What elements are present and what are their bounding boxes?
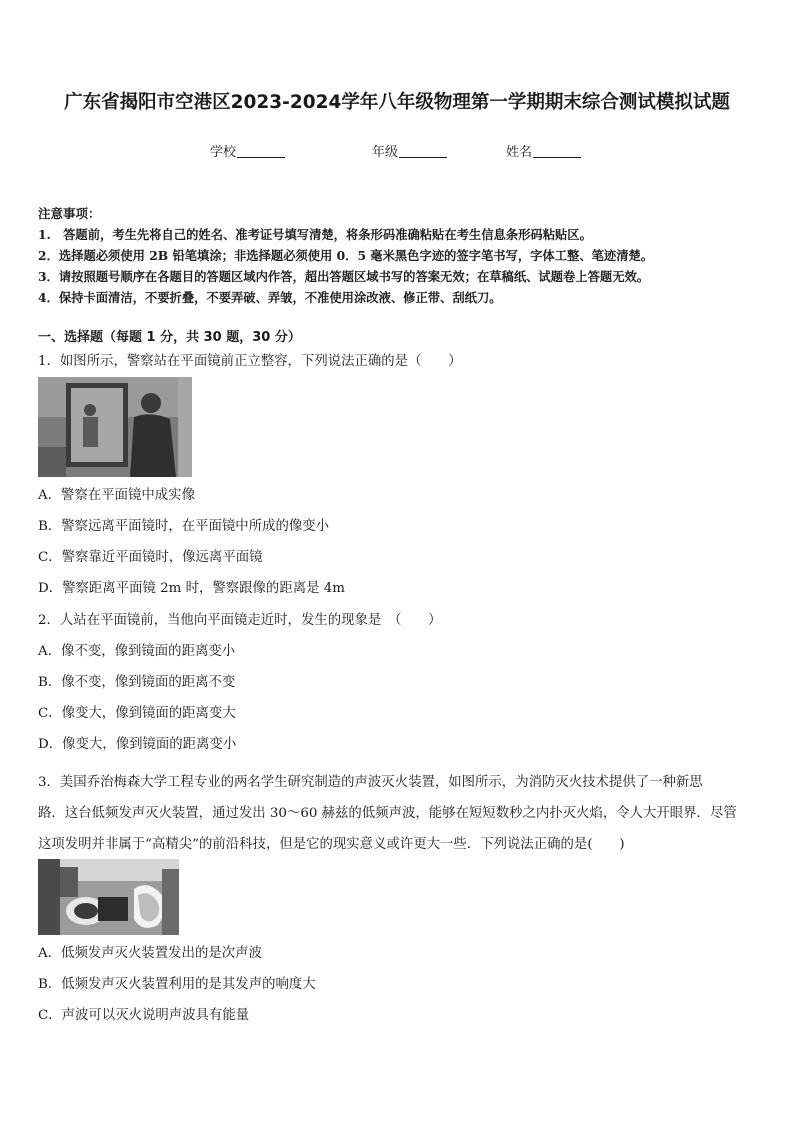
notes-heading: 注意事项： (38, 206, 101, 221)
school-label: 学校 (210, 145, 237, 160)
q1-stem: 1．如图所示，警察站在平面镜前正立整容，下列说法正确的是（ ） (38, 354, 462, 369)
school-field[interactable] (210, 141, 285, 160)
page-title: 广东省揭阳市空港区2023-2024学年八年级物理第一学期期末综合测试模拟试题 (64, 92, 730, 113)
q1-option-a: A．警察在平面镜中成实像 (38, 488, 195, 503)
q2-option-c: C．像变大，像到镜面的距离变大 (38, 706, 236, 721)
grade-label: 年级 (372, 145, 399, 160)
sonic-extinguisher-photo (38, 859, 179, 935)
q3-option-c: C．声波可以灭火说明声波具有能量 (38, 1008, 250, 1023)
q3-stem-line-2: 路．这台低频发声灭火装置，通过发出 30～60 赫兹的低频声波，能够在短短数秒之内扑灭火焰，令人大开眼界．尽管 (38, 806, 737, 821)
name-label: 姓名 (506, 145, 533, 160)
section-heading: 一、选择题（每题 1 分，共 30 题，30 分） (38, 330, 301, 345)
name-blank[interactable] (533, 143, 581, 158)
police-mirror-photo (38, 377, 192, 477)
notes-block (38, 203, 758, 308)
police-mirror-illustration (38, 377, 192, 477)
name-field[interactable] (506, 141, 581, 160)
q3-stem-line-3: 这项发明并非属于“高精尖”的前沿科技，但是它的现实意义或许更大一些．下列说法正确的是( ) (38, 837, 625, 852)
q1-option-b: B．警察远离平面镜时，在平面镜中所成的像变小 (38, 519, 330, 534)
q2-option-b: B．像不变，像到镜面的距离不变 (38, 675, 236, 690)
q1-option-c: C．警察靠近平面镜时，像远离平面镜 (38, 550, 263, 565)
grade-blank[interactable] (399, 143, 447, 158)
q2-stem: 2．人站在平面镜前，当他向平面镜走近时，发生的现象是 （ ） (38, 613, 442, 628)
note-item-4: 4．保持卡面清洁，不要折叠，不要弄破、弄皱，不准使用涂改液、修正带、刮纸刀。 (38, 290, 502, 305)
q3-stem (38, 767, 762, 860)
q2-option-d: D．像变大，像到镜面的距离变小 (38, 737, 237, 752)
school-blank[interactable] (237, 143, 285, 158)
q2-option-a: A．像不变，像到镜面的距离变小 (38, 644, 236, 659)
note-item-2: 2．选择题必须使用 2B 铅笔填涂；非选择题必须使用 0．5 毫米黑色字迹的签字笔书写，字体工整、笔迹清楚。 (38, 248, 654, 263)
q3-option-a: A．低频发声灭火装置发出的是次声波 (38, 946, 262, 961)
note-item-3: 3．请按照题号顺序在各题目的答题区域内作答，超出答题区域书写的答案无效；在草稿纸、试题卷上答题无效。 (38, 269, 650, 284)
q3-option-b: B．低频发声灭火装置利用的是其发声的响度大 (38, 977, 316, 992)
q3-stem-line-1: 3．美国乔治梅森大学工程专业的两名学生研究制造的声波灭火装置，如图所示，为消防灭火技术提供了一种新思 (38, 775, 703, 790)
grade-field[interactable] (372, 141, 447, 160)
q1-option-d: D．警察距离平面镜 2m 时，警察跟像的距离是 4m (38, 581, 345, 596)
sonic-extinguisher-illustration (38, 859, 179, 935)
note-item-1: 1. 答题前，考生先将自己的姓名、准考证号填写清楚，将条形码准确粘贴在考生信息条形码粘贴区。 (38, 227, 592, 242)
student-info-row (0, 141, 794, 161)
